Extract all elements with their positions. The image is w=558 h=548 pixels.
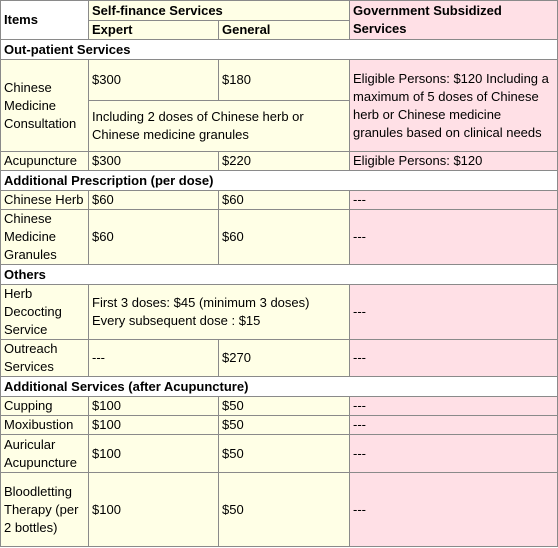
cupping-general: $50 bbox=[219, 397, 350, 416]
bloodletting-gov: --- bbox=[350, 473, 558, 547]
acupuncture-expert: $300 bbox=[89, 152, 219, 171]
header-items: Items bbox=[1, 1, 89, 40]
outreach-gov: --- bbox=[350, 340, 558, 377]
moxibustion-expert: $100 bbox=[89, 416, 219, 435]
header-self-finance: Self-finance Services bbox=[89, 1, 350, 21]
item-cupping: Cupping bbox=[1, 397, 89, 416]
auricular-general: $50 bbox=[219, 435, 350, 473]
consultation-expert: $300 bbox=[89, 60, 219, 101]
item-auricular: Auricular Acupuncture bbox=[1, 435, 89, 473]
acupuncture-gov: Eligible Persons: $120 bbox=[350, 152, 558, 171]
outreach-expert: --- bbox=[89, 340, 219, 377]
chinese-herb-gov: --- bbox=[350, 191, 558, 210]
granules-expert: $60 bbox=[89, 210, 219, 265]
chinese-herb-general: $60 bbox=[219, 191, 350, 210]
consultation-general: $180 bbox=[219, 60, 350, 101]
decocting-fee bbox=[89, 285, 350, 340]
consultation-gov: Eligible Persons: $120 Including a maximum of 5 doses of Chinese herb or Chinese medicine granules based on clinical needs bbox=[350, 60, 558, 152]
auricular-gov: --- bbox=[350, 435, 558, 473]
granules-general: $60 bbox=[219, 210, 350, 265]
auricular-expert: $100 bbox=[89, 435, 219, 473]
item-outreach: Outreach Services bbox=[1, 340, 89, 377]
bloodletting-general: $50 bbox=[219, 473, 350, 547]
acupuncture-general: $220 bbox=[219, 152, 350, 171]
header-general: General bbox=[219, 21, 350, 40]
consultation-self-note: Including 2 doses of Chinese herb or Chinese medicine granules bbox=[89, 101, 350, 152]
header-expert: Expert bbox=[89, 21, 219, 40]
section-others: Others bbox=[1, 265, 558, 285]
moxibustion-gov: --- bbox=[350, 416, 558, 435]
decocting-fee-line-2: Every subsequent dose : $15 bbox=[92, 313, 261, 328]
bloodletting-expert: $100 bbox=[89, 473, 219, 547]
item-acupuncture: Acupuncture bbox=[1, 152, 89, 171]
decocting-gov: --- bbox=[350, 285, 558, 340]
section-additional-prescription: Additional Prescription (per dose) bbox=[1, 171, 558, 191]
item-consultation: Chinese Medicine Consultation bbox=[1, 60, 89, 152]
granules-gov: --- bbox=[350, 210, 558, 265]
item-granules: Chinese Medicine Granules bbox=[1, 210, 89, 265]
header-government: Government Subsidized Services bbox=[350, 1, 558, 40]
cupping-expert: $100 bbox=[89, 397, 219, 416]
item-bloodletting: Bloodletting Therapy (per 2 bottles) bbox=[1, 473, 89, 547]
decocting-fee-line-1: First 3 doses: $45 (minimum 3 doses) bbox=[92, 295, 310, 310]
section-additional-services: Additional Services (after Acupuncture) bbox=[1, 377, 558, 397]
moxibustion-general: $50 bbox=[219, 416, 350, 435]
cupping-gov: --- bbox=[350, 397, 558, 416]
section-outpatient: Out-patient Services bbox=[1, 40, 558, 60]
item-moxibustion: Moxibustion bbox=[1, 416, 89, 435]
item-chinese-herb: Chinese Herb bbox=[1, 191, 89, 210]
item-decocting: Herb Decocting Service bbox=[1, 285, 89, 340]
chinese-herb-expert: $60 bbox=[89, 191, 219, 210]
outreach-general: $270 bbox=[219, 340, 350, 377]
